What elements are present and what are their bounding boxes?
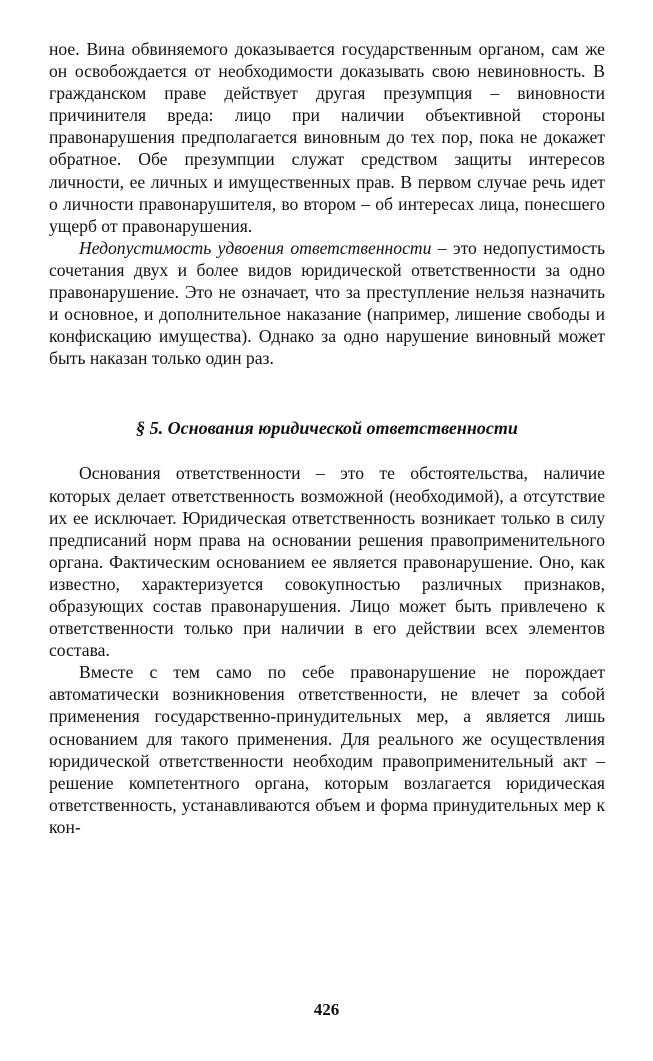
italic-term: Недопустимость удвоения ответственности (79, 237, 432, 258)
section-heading: § 5. Основания юридической ответственности (136, 418, 518, 439)
page-body (49, 38, 605, 838)
spacer (49, 369, 605, 416)
page-number: 426 (313, 1000, 340, 1019)
body-paragraph: ное. Вина обвиняемого доказывается государственным органом, сам же он освобождается от необходимости доказывать свою невиновность. В гражданском праве действует другая презумпция – виновности причинителя вреда: лицо при наличии объективной стороны правонарушения предполагается виновным до тех пор, пока не докажет обратное. Обе презумпции служат средством защиты интересов личности, ее личных и имущественных прав. В первом случае речь идет о личности правонарушителя, во втором – об интересах лица, понесшего ущерб от правонарушения. (49, 39, 605, 236)
body-paragraph: Основания ответственности – это те обстоятельства, наличие которых делает ответственность возможной (необходимой), а отсутствие их ее исключает. Юридическая ответственность возникает только в силу предписаний норм права на основании решения правоприменительного органа. Фактическим основанием ее является правонарушение. Оно, как известно, характеризуется совокупностью различных признаков, образующих состав правонарушения. Лицо может быть привлечено к ответственности только при наличии в его действии всех элементов состава. (49, 463, 605, 661)
paragraph-text: – это недопустимость сочетания двух и более видов юридической ответственности за одно правонарушение. Это не означает, что за преступление нельзя назначить и основное, и дополнительное наказание (например, лишение свободы и конфискацию имущества). Однако за одно нарушение виновный может быть наказан только один раз. (49, 237, 605, 369)
spacer (49, 440, 605, 462)
body-paragraph: Вместе с тем само по себе правонарушение не порождает автоматически возникновения ответственности, не влечет за собой применения государственно-принудительных мер, а является лишь основанием для такого применения. Для реального же осуществления юридической ответственности необходим правоприменительный акт – решение компетентного органа, которым возлагается юридическая ответственность, устанавливаются объем и форма принудительных мер к кон- (49, 662, 605, 837)
body-paragraph (49, 237, 605, 370)
